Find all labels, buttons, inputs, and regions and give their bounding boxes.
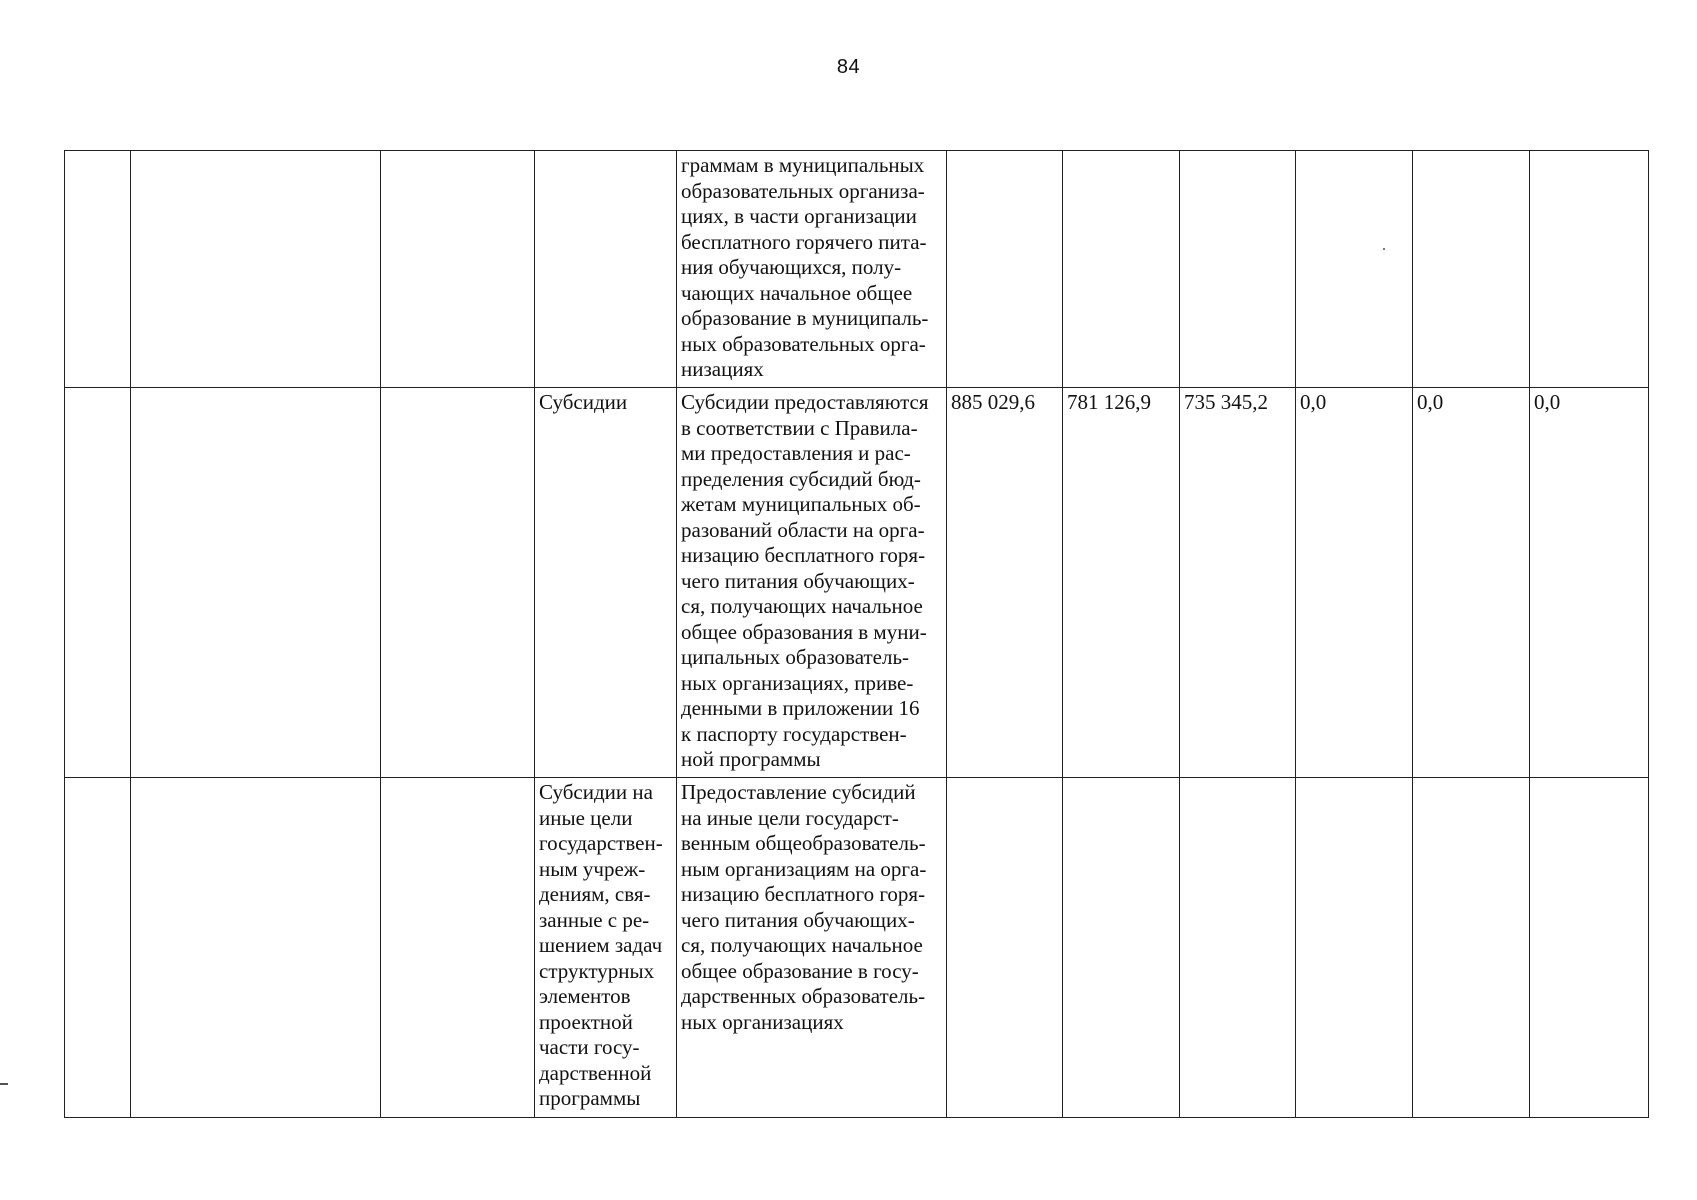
table-cell	[131, 151, 381, 388]
measure-description: Субсидии предоставляются в соответствии с Правила- ми предоставления и рас- пределения субсидий бюд- жетам муниципальных об- разований области на орга- низацию бесплатного горя- чего питания обучающих- ся, получающих начальное общее образования в муни- ципальных образователь- ных организациях, приве- денными в приложении 16 к паспорту государствен- ной программы	[677, 388, 947, 778]
table-cell	[381, 151, 535, 388]
table-cell	[381, 388, 535, 778]
amount-cell	[1180, 778, 1296, 1118]
amount-cell: 0,0	[1530, 388, 1649, 778]
table-cell	[1413, 151, 1530, 388]
table-cell	[65, 388, 131, 778]
budget-table	[64, 150, 1649, 1118]
amount-cell	[1413, 778, 1530, 1118]
amount-cell	[1063, 778, 1180, 1118]
measure-description: Предоставление субсидий на иные цели государст- венным общеобразователь- ным организациям на орга- низацию бесплатного горя- чего питания обучающих- ся, получающих начальное общее образование в госу- дарственных образователь- ных организациях	[677, 778, 947, 1118]
page-number: 84	[836, 56, 861, 78]
scan-margin-mark	[0, 1083, 8, 1085]
table-cell	[1530, 151, 1649, 388]
amount-cell: 885 029,6	[947, 388, 1063, 778]
table-row	[65, 388, 1649, 778]
funding-type: Субсидии	[535, 388, 677, 778]
table-cell	[131, 778, 381, 1118]
table-cell	[65, 778, 131, 1118]
scan-speck	[1383, 248, 1385, 250]
table-cell	[947, 151, 1063, 388]
table-cell	[535, 151, 677, 388]
measure-description: граммам в муниципальных образовательных организа- циях, в части организации бесплатного горячего пита- ния обучающихся, полу- чающих начальное общее образование в муниципаль- ных образовательных орга- низациях	[677, 151, 947, 388]
amount-cell: 0,0	[1296, 388, 1413, 778]
amount-cell	[947, 778, 1063, 1118]
table-cell	[1063, 151, 1180, 388]
table-cell	[1296, 151, 1413, 388]
table-cell	[131, 388, 381, 778]
table-cell	[1180, 151, 1296, 388]
amount-cell: 735 345,2	[1180, 388, 1296, 778]
table-row	[65, 778, 1649, 1118]
table-cell	[381, 778, 535, 1118]
funding-type: Субсидии на иные цели государствен- ным учреж- дениям, свя- занные с ре- шением задач структурных элементов проектной части госу- дарственной программы	[535, 778, 677, 1118]
table-row	[65, 151, 1649, 388]
amount-cell	[1296, 778, 1413, 1118]
table-cell	[65, 151, 131, 388]
amount-cell: 0,0	[1413, 388, 1530, 778]
amount-cell: 781 126,9	[1063, 388, 1180, 778]
amount-cell	[1530, 778, 1649, 1118]
